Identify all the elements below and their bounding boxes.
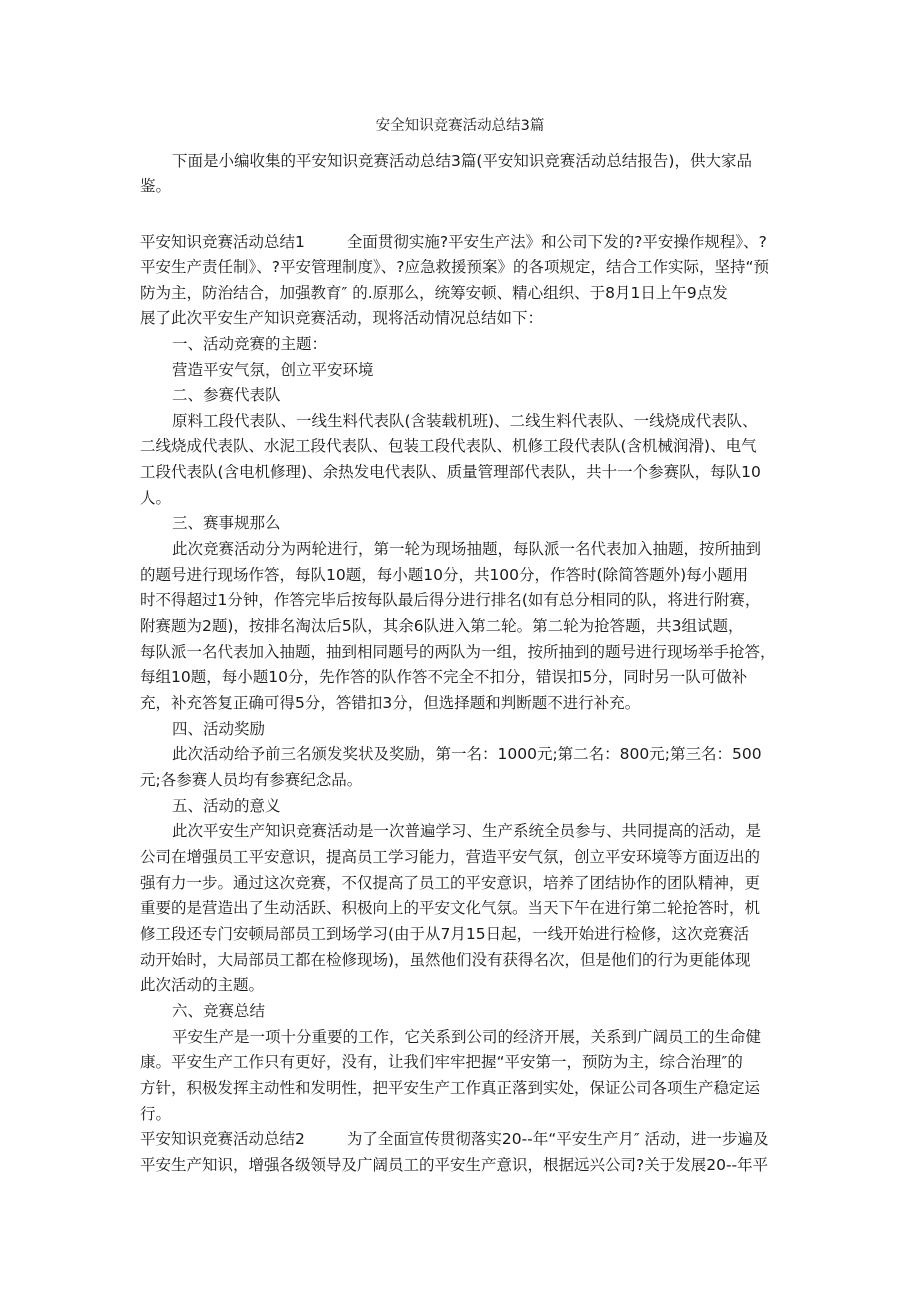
paragraph-line: 平安生产知识，增强各级领导及广阔员工的平安生产意识，根据远兴公司?关于发展20--年平 (140, 1156, 769, 1174)
paragraph-line: 充，补充答复正确可得5分，答错扣3分，但选择题和判断题不进行补充。 (140, 694, 641, 712)
paragraph-line: 强有力一步。通过这次竞赛，不仅提高了员工的平安意识，培养了团结协作的团队精神，更 (140, 874, 761, 892)
paragraph-line: 附赛题为2题)，按排名淘汰后5队，其余6队进入第二轮。第二轮为抢答题，共3组试题， (140, 617, 744, 635)
paragraph-line: 平安生产责任制》、?平安管理制度》、?应急救援预案》的各项规定，结合工作实际，坚持“预 (140, 258, 769, 276)
subheading-awards: 四、活动奖励 (172, 720, 266, 738)
paragraph-line: 每组10题，每小题10分，先作答的队作答不完全不扣分，错误扣5分，同时另一队可做补 (140, 668, 748, 686)
paragraph-line: 动开始时，大局部员工都在检修现场)，虽然他们没有获得名次，但是他们的行为更能体现 (140, 951, 751, 969)
section-1-text: 全面贯彻实施?平安生产法》和公司下发的?平安操作规程》、? (346, 233, 767, 251)
paragraph-line: 此次活动的主题。 (140, 976, 265, 994)
subheading-significance: 五、活动的意义 (172, 797, 281, 815)
paragraph-line: 人。 (140, 489, 172, 507)
subheading-theme: 一、活动竞赛的主题： (172, 335, 328, 353)
intro-line-1: 下面是小编收集的平安知识竞赛活动总结3篇(平安知识竞赛活动总结报告)，供大家品 (172, 152, 752, 170)
paragraph-line: 此次活动给予前三名颁发奖状及奖励，第一名：1000元;第二名：800元;第三名：500 (172, 745, 762, 763)
document-title: 安全知识竞赛活动总结3篇 (375, 118, 545, 134)
paragraph-line: 平安生产是一项十分重要的工作，它关系到公司的经济开展，关系到广阔员工的生命健 (172, 1028, 762, 1046)
paragraph-line: 时不得超过1分钟，作答完毕后按每队最后得分进行排名(如有总分相同的队，将进行附赛， (140, 591, 761, 609)
section-2-text: 为了全面宣传贯彻落实20--年“平安生产月″ 活动，进一步遍及 (346, 1130, 769, 1148)
paragraph-line: 原料工段代表队、一线生料代表队(含装载机班)、二线生料代表队、一线烧成代表队、 (172, 412, 758, 430)
subheading-teams: 二、参赛代表队 (172, 386, 281, 404)
paragraph-line: 的题号进行现场作答，每队10题，每小题10分，共100分，作答时(除简答题外)每小题用 (140, 566, 749, 584)
section-2-heading: 平安知识竞赛活动总结2 (140, 1130, 305, 1148)
paragraph-line: 此次平安生产知识竞赛活动是一次普遍学习、生产系统全员参与、共同提高的活动，是 (172, 822, 762, 840)
paragraph-line: 每队派一名代表加入抽题，抽到相同题号的两队为一组，按所抽到的题号进行现场举手抢答， (140, 643, 776, 661)
paragraph-line: 修工段还专门安顿局部员工到场学习(由于从7月15日起，一线开始进行检修，这次竞赛活 (140, 925, 750, 943)
paragraph-line: 元;各参赛人员均有参赛纪念品。 (140, 771, 363, 789)
subheading-summary: 六、竞赛总结 (172, 1002, 266, 1020)
section-1-first-line (140, 232, 767, 252)
subheading-rules: 三、赛事规那么 (172, 514, 281, 532)
intro-line-2: 鉴。 (140, 177, 172, 195)
paragraph-line: 此次竞赛活动分为两轮进行，第一轮为现场抽题，每队派一名代表加入抽题，按所抽到 (172, 540, 762, 558)
paragraph-line: 公司在增强员工平安意识，提高员工学习能力，营造平安气氛，创立平安环境等方面迈出的 (140, 848, 761, 866)
paragraph-line: 重要的是营造出了生动活跃、积极向上的平安文化气氛。当天下午在进行第二轮抢答时，机 (140, 899, 761, 917)
paragraph-line: 行。 (140, 1105, 172, 1123)
section-1-heading: 平安知识竞赛活动总结1 (140, 233, 305, 251)
paragraph-line: 方针，积极发挥主动性和发明性，把平安生产工作真正落到实处，保证公司各项生产稳定运 (140, 1079, 761, 1097)
paragraph-line: 康。平安生产工作只有更好，没有，让我们牢牢把握“平安第一，预防为主，综合治理″的 (140, 1053, 743, 1071)
section-2-first-line (140, 1129, 769, 1149)
paragraph-line: 防为主，防治结合，加强教育″ 的.原那么，统筹安顿、精心组织、于8月1日上午9点发 (140, 284, 728, 302)
paragraph-line: 营造平安气氛，创立平安环境 (172, 361, 374, 379)
paragraph-line: 二线烧成代表队、水泥工段代表队、包装工段代表队、机修工段代表队(含机械润滑)、电气 (140, 437, 757, 455)
paragraph-line: 工段代表队(含电机修理)、余热发电代表队、质量管理部代表队，共十一个参赛队，每队10 (140, 463, 761, 481)
paragraph-line: 展了此次平安生产知识竞赛活动，现将活动情况总结如下： (140, 309, 544, 327)
